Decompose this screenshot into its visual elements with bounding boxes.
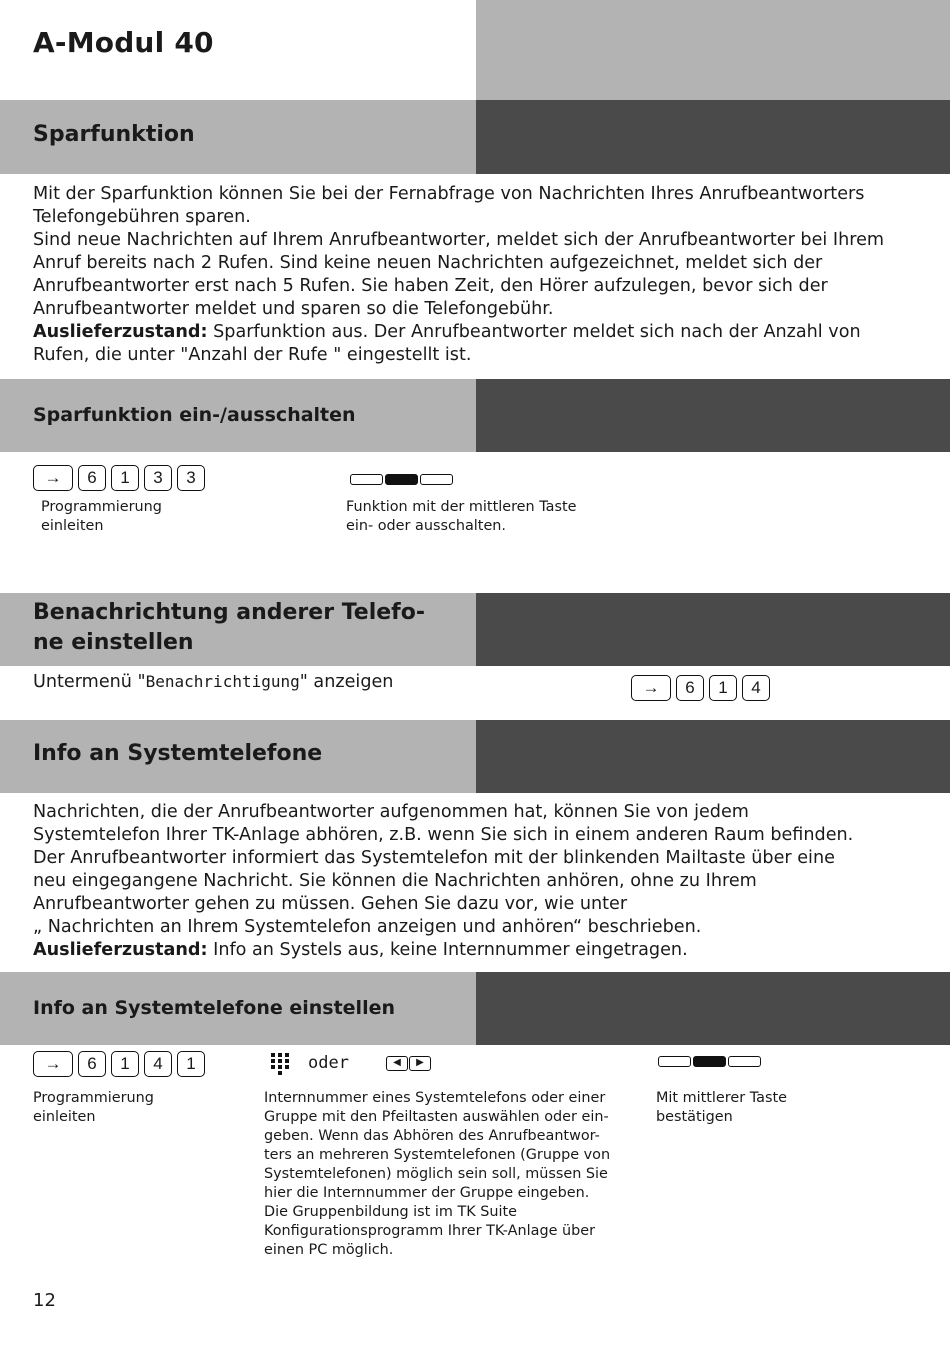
left-key-icon bbox=[658, 1056, 691, 1067]
step-caption: Mit mittlerer Taste bestätigen bbox=[656, 1090, 787, 1125]
text-line: Anrufbeantworter meldet und sparen so die Telefongebühr. bbox=[33, 299, 554, 319]
subsection-band-dark bbox=[476, 972, 950, 1045]
step-caption: Funktion mit der mittleren Taste ein- oder ausschalten. bbox=[346, 499, 577, 534]
info-text bbox=[33, 801, 913, 962]
display-keys-icon bbox=[658, 1056, 761, 1067]
key-sequence bbox=[33, 465, 205, 491]
heading-line: ne einstellen bbox=[33, 630, 194, 655]
display-keys-icon bbox=[350, 474, 453, 485]
arrow-keys-icon bbox=[386, 1056, 431, 1071]
key-sequence bbox=[33, 1051, 205, 1077]
middle-key-icon bbox=[693, 1056, 726, 1067]
subsection-heading-info-setup: Info an Systemtelefone einstellen bbox=[33, 997, 395, 1019]
step-caption: Programmierung einleiten bbox=[33, 1090, 154, 1125]
right-key-icon bbox=[420, 474, 453, 485]
default-state-text: Info an Systels aus, keine Internnummer eingetragen. bbox=[207, 940, 688, 960]
digit-key: 6 bbox=[78, 1051, 106, 1077]
text-line: Telefongebühren sparen. bbox=[33, 207, 251, 227]
subsection-heading-sparfunktion-toggle: Sparfunktion ein-/ausschalten bbox=[33, 404, 356, 426]
key-sequence bbox=[631, 675, 770, 701]
section-heading-benachrichtigung bbox=[33, 598, 425, 658]
digit-key: 1 bbox=[709, 675, 737, 701]
left-arrow-key-icon: ◀ bbox=[386, 1056, 408, 1071]
middle-key-icon bbox=[385, 474, 418, 485]
page-number: 12 bbox=[33, 1290, 56, 1311]
digit-key: 3 bbox=[177, 465, 205, 491]
heading-line: Benachrichtung anderer Telefo- bbox=[33, 600, 425, 625]
benachrichtigung-text bbox=[33, 670, 913, 694]
digit-key: 6 bbox=[78, 465, 106, 491]
digit-key: 4 bbox=[742, 675, 770, 701]
text-line: Sind neue Nachrichten auf Ihrem Anrufbeantworter, meldet sich der Anrufbeantworter bei Ihrem bbox=[33, 230, 885, 250]
digit-key: 3 bbox=[144, 465, 172, 491]
page-title: A-Modul 40 bbox=[33, 26, 214, 59]
text-fragment: " anzeigen bbox=[299, 672, 394, 692]
title-band-right bbox=[476, 0, 950, 100]
section-band-dark bbox=[476, 100, 950, 174]
text-line: Nachrichten, die der Anrufbeantworter aufgenommen hat, können Sie von jedem bbox=[33, 802, 749, 822]
section-band-dark bbox=[476, 593, 950, 666]
programming-key: → bbox=[631, 675, 671, 701]
text-fragment: Untermenü " bbox=[33, 672, 146, 692]
digit-key: 1 bbox=[111, 465, 139, 491]
keypad-icon bbox=[270, 1052, 292, 1078]
right-arrow-key-icon: ▶ bbox=[409, 1056, 431, 1071]
text-line: Systemtelefon Ihrer TK-Anlage abhören, z.B. wenn Sie sich in einem anderen Raum befinden. bbox=[33, 825, 854, 845]
subsection-band-dark bbox=[476, 379, 950, 452]
display-menu-name: Benachrichtigung bbox=[145, 672, 300, 691]
text-line: Anruf bereits nach 2 Rufen. Sind keine neuen Nachrichten aufgezeichnet, meldet sich der bbox=[33, 253, 823, 273]
right-key-icon bbox=[728, 1056, 761, 1067]
digit-key: 1 bbox=[177, 1051, 205, 1077]
digit-key: 6 bbox=[676, 675, 704, 701]
programming-key: → bbox=[33, 1051, 73, 1077]
step-caption: Programmierung einleiten bbox=[41, 499, 162, 534]
text-line: Mit der Sparfunktion können Sie bei der Fernabfrage von Nachrichten Ihres Anrufbeantworters bbox=[33, 184, 865, 204]
section-heading-sparfunktion: Sparfunktion bbox=[33, 122, 195, 147]
oder-label: oder bbox=[308, 1053, 349, 1073]
text-line: Rufen, die unter "Anzahl der Rufe " eingestellt ist. bbox=[33, 345, 472, 365]
section-heading-info: Info an Systemtelefone bbox=[33, 741, 323, 766]
default-state-line bbox=[33, 321, 913, 344]
left-key-icon bbox=[350, 474, 383, 485]
text-line: Der Anrufbeantworter informiert das Systemtelefon mit der blinkenden Mailtaste über eine bbox=[33, 848, 835, 868]
digit-key: 1 bbox=[111, 1051, 139, 1077]
default-state-label: Auslieferzustand: bbox=[33, 940, 208, 960]
text-line: Anrufbeantworter erst nach 5 Rufen. Sie haben Zeit, den Hörer aufzulegen, bevor sich der bbox=[33, 276, 828, 296]
default-state-line bbox=[33, 939, 913, 962]
default-state-label: Auslieferzustand: bbox=[33, 322, 208, 342]
text-line: neu eingegangene Nachricht. Sie können die Nachrichten anhören, ohne zu Ihrem bbox=[33, 871, 757, 891]
default-state-text: Sparfunktion aus. Der Anrufbeantworter meldet sich nach der Anzahl von bbox=[207, 322, 861, 342]
section-band-dark bbox=[476, 720, 950, 793]
sparfunktion-text bbox=[33, 183, 913, 367]
text-line: „ Nachrichten an Ihrem Systemtelefon anzeigen und anhören“ beschrieben. bbox=[33, 917, 702, 937]
digit-key: 4 bbox=[144, 1051, 172, 1077]
step-caption: Internnummer eines Systemtelefons oder einer Gruppe mit den Pfeiltasten auswählen oder ein- geben. Wenn das Abhören des Anrufbeantwor- ters an mehreren Systemtelefonen (Gruppe von Systemtelefonen) möglich sein soll, müssen Sie hier die Internnummer der Gruppe eingeben. Die Gruppenbildung ist im TK Suite Konfigurationsprogramm Ihrer TK-Anlage über einen PC möglich. bbox=[264, 1090, 611, 1258]
text-line: Anrufbeantworter gehen zu müssen. Gehen Sie dazu vor, wie unter bbox=[33, 894, 628, 914]
programming-key: → bbox=[33, 465, 73, 491]
